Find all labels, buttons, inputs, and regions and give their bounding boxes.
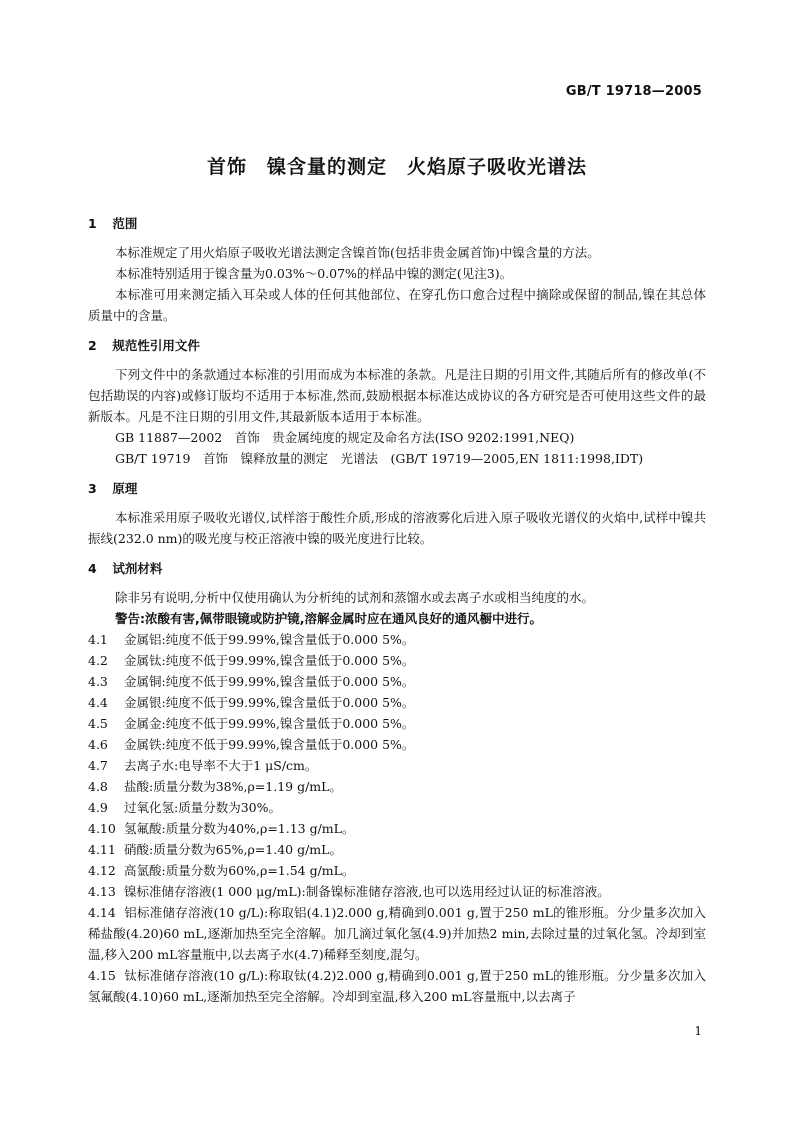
item-number: 4.13 [88,884,116,899]
document-body [88,214,706,1007]
list-item [88,839,706,860]
section-title: 范围 [112,216,138,231]
item-number: 4.7 [88,758,108,773]
section-number: 3 [88,481,97,496]
normative-reference: GB/T 19719 首饰 镍释放量的测定 光谱法 (GB/T 19719—2005,EN 1811:1998,IDT) [115,451,644,466]
list-item [88,629,706,650]
item-number: 4.9 [88,800,108,815]
section-number: 1 [88,216,97,231]
document-title: 首饰 镍含量的测定 火焰原子吸收光谱法 [206,156,587,178]
paragraph: 本标准可用来测定插入耳朵或人体的任何其他部位、在穿孔伤口愈合过程中摘除或保留的制品,镍在其总体质量中的含量。 [88,287,706,323]
warning-note: 警告:浓酸有害,佩带眼镜或防护镜,溶解金属时应在通风良好的通风橱中进行。 [115,611,542,626]
list-item [88,776,706,797]
item-number: 4.12 [88,863,116,878]
list-item [88,818,706,839]
section-heading [88,336,706,356]
list-item [88,671,706,692]
item-text: 钛标准储存溶液(10 g/L):称取钛(4.2)2.000 g,精确到0.001 g,置于250 mL的锥形瓶。分少量多次加入氢氟酸(4.10)60 mL,逐渐加热至完全溶解。冷却到室温,移入200 mL容量瓶中,以去离子 [88,968,706,1004]
reagent-list [88,629,706,1007]
item-text: 高氯酸:质量分数为60%,ρ=1.54 g/mL。 [124,863,355,878]
item-text: 硝酸:质量分数为65%,ρ=1.40 g/mL。 [124,842,342,857]
page-number: 1 [694,1024,702,1038]
paragraph: 本标准采用原子吸收光谱仪,试样溶于酸性介质,形成的溶液雾化后进入原子吸收光谱仪的火焰中,试样中镍共振线(232.0 nm)的吸光度与校正溶液中镍的吸光度进行比较。 [88,510,706,546]
list-item [88,734,706,755]
list-item [88,755,706,776]
item-number: 4.10 [88,821,116,836]
section-title: 试剂材料 [112,561,163,576]
section-title: 规范性引用文件 [112,338,200,353]
item-text: 过氧化氢:质量分数为30%。 [124,800,281,815]
item-number: 4.8 [88,779,108,794]
item-text: 氢氟酸:质量分数为40%,ρ=1.13 g/mL。 [124,821,355,836]
section-number: 2 [88,338,97,353]
list-item [88,860,706,881]
item-number: 4.14 [88,905,116,920]
section-heading [88,559,706,579]
standard-code: GB/T 19718—2005 [565,84,702,99]
normative-reference: GB 11887—2002 首饰 贵金属纯度的规定及命名方法(ISO 9202:1991,NEQ) [115,430,575,445]
item-text: 金属铝:纯度不低于99.99%,镍含量低于0.000 5%。 [124,632,415,647]
list-item [88,692,706,713]
list-item [88,713,706,734]
item-text: 铝标准储存溶液(10 g/L):称取铝(4.1)2.000 g,精确到0.001 g,置于250 mL的锥形瓶。分少量多次加入稀盐酸(4.20)60 mL,逐渐加热至完全溶解。加几滴过氧化氢(4.9)并加热2 min,去除过量的过氧化氢。冷却到室温,移入200 mL容量瓶中,以去离子水(4.7)稀释至刻度,混匀。 [88,905,706,962]
list-item [88,902,706,965]
list-item [88,965,706,1007]
paragraph: 本标准规定了用火焰原子吸收光谱法测定含镍首饰(包括非贵金属首饰)中镍含量的方法。 [115,245,600,260]
paragraph: 除非另有说明,分析中仅使用确认为分析纯的试剂和蒸馏水或去离子水或相当纯度的水。 [115,590,594,605]
item-number: 4.5 [88,716,108,731]
item-number: 4.11 [88,842,116,857]
item-number: 4.1 [88,632,108,647]
item-text: 金属铜:纯度不低于99.99%,镍含量低于0.000 5%。 [124,674,415,689]
section-number: 4 [88,561,97,576]
paragraph: 下列文件中的条款通过本标准的引用而成为本标准的条款。凡是注日期的引用文件,其随后所有的修改单(不包括勘误的内容)或修订版均不适用于本标准,然而,鼓励根据本标准达成协议的各方研究是否可使用这些文件的最新版本。凡是不注日期的引用文件,其最新版本适用于本标准。 [88,367,706,424]
item-number: 4.6 [88,737,108,752]
section-heading [88,214,706,234]
item-text: 金属金:纯度不低于99.99%,镍含量低于0.000 5%。 [124,716,415,731]
section-heading [88,479,706,499]
section-title: 原理 [112,481,138,496]
item-text: 盐酸:质量分数为38%,ρ=1.19 g/mL。 [124,779,342,794]
item-number: 4.4 [88,695,108,710]
item-number: 4.2 [88,653,108,668]
list-item [88,650,706,671]
list-item [88,881,706,902]
paragraph: 本标准特别适用于镍含量为0.03%～0.07%的样品中镍的测定(见注3)。 [115,266,513,281]
item-text: 金属银:纯度不低于99.99%,镍含量低于0.000 5%。 [124,695,415,710]
item-text: 金属铁:纯度不低于99.99%,镍含量低于0.000 5%。 [124,737,415,752]
item-text: 金属钛:纯度不低于99.99%,镍含量低于0.000 5%。 [124,653,415,668]
item-number: 4.15 [88,968,116,983]
item-text: 去离子水:电导率不大于1 μS/cm。 [124,758,318,773]
list-item [88,797,706,818]
item-number: 4.3 [88,674,108,689]
item-text: 镍标准储存溶液(1 000 μg/mL):制备镍标准储存溶液,也可以选用经过认证的标准溶液。 [124,884,610,899]
